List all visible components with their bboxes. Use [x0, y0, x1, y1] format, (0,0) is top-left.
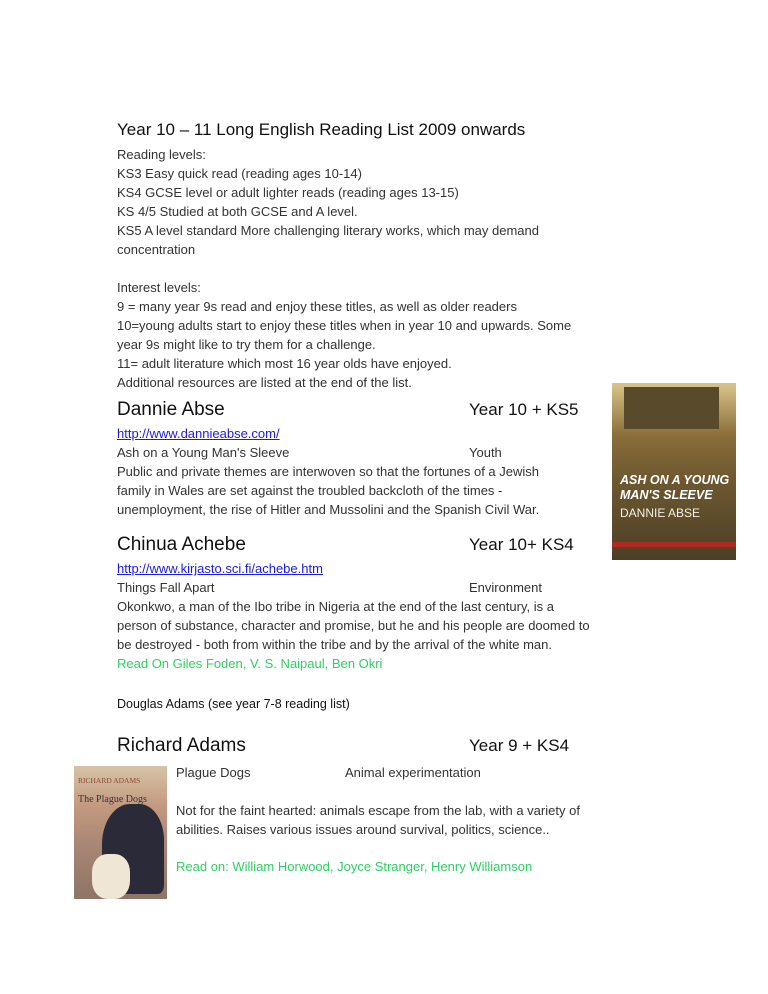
read-on-suggestions: Read On Giles Foden, V. S. Naipaul, Ben Okri: [117, 656, 383, 671]
book-description: family in Wales are set against the troubled backcloth of the times -: [117, 483, 503, 498]
book-cover-ash-on-a-young-mans-sleeve: [612, 383, 736, 560]
cover-title: MAN'S SLEEVE: [620, 488, 713, 502]
book-description: Public and private themes are interwoven so that the fortunes of a Jewish: [117, 464, 540, 479]
book-description: Okonkwo, a man of the Ibo tribe in Nigeria at the end of the last century, is a: [117, 599, 554, 614]
author-website-link[interactable]: http://www.dannieabse.com/: [117, 426, 280, 441]
book-theme: Environment: [469, 580, 542, 595]
cover-puppy-illustration: [92, 854, 130, 899]
book-theme: Youth: [469, 445, 502, 460]
cover-photo-building: [624, 387, 719, 429]
reading-level-line: KS 4/5 Studied at both GCSE and A level.: [117, 204, 358, 219]
book-title: Ash on a Young Man's Sleeve: [117, 445, 290, 460]
author-level: Year 10 + KS5: [469, 400, 579, 419]
cover-title: The Plague Dogs: [78, 794, 147, 805]
author-level: Year 9 + KS4: [469, 736, 570, 755]
reading-levels-heading: Reading levels:: [117, 147, 206, 162]
author-website-link[interactable]: http://www.kirjasto.sci.fi/achebe.htm: [117, 561, 323, 576]
reading-level-line: KS3 Easy quick read (reading ages 10-14): [117, 166, 362, 181]
author-note: Douglas Adams (see year 7-8 reading list): [117, 697, 350, 711]
book-title: Plague Dogs: [176, 765, 251, 780]
cover-author: RICHARD ADAMS: [78, 776, 141, 785]
cover-author: DANNIE ABSE: [620, 506, 701, 520]
reading-level-line: KS4 GCSE level or adult lighter reads (reading ages 13-15): [117, 185, 459, 200]
cover-title: ASH ON A YOUNG: [620, 473, 730, 487]
interest-level-line: 11= adult literature which most 16 year olds have enjoyed.: [117, 356, 452, 371]
book-title: Things Fall Apart: [117, 580, 215, 595]
book-description: abilities. Raises various issues around survival, politics, science..: [176, 822, 550, 837]
book-description: be destroyed - both from within the tribe and by the arrival of the white man.: [117, 637, 553, 652]
interest-level-line: year 9s might like to try them for a challenge.: [117, 337, 376, 352]
book-description: unemployment, the rise of Hitler and Mussolini and the Spanish Civil War.: [117, 502, 540, 517]
author-heading: Richard Adams: [117, 735, 246, 756]
author-heading: Chinua Achebe: [117, 534, 246, 555]
book-cover-the-plague-dogs: [74, 766, 167, 899]
reading-level-line: KS5 A level standard More challenging literary works, which may demand: [117, 223, 539, 238]
interest-level-line: Additional resources are listed at the end of the list.: [117, 375, 412, 390]
interest-levels-heading: Interest levels:: [117, 280, 201, 295]
interest-level-line: 10=young adults start to enjoy these titles when in year 10 and upwards. Some: [117, 318, 572, 333]
author-heading: Dannie Abse: [117, 399, 225, 420]
book-theme: Animal experimentation: [345, 765, 481, 780]
author-level: Year 10+ KS4: [469, 535, 574, 554]
cover-publisher-bar: [612, 542, 736, 547]
interest-level-line: 9 = many year 9s read and enjoy these titles, as well as older readers: [117, 299, 517, 314]
book-description: Not for the faint hearted: animals escape from the lab, with a variety of: [176, 803, 580, 818]
page-title: Year 10 – 11 Long English Reading List 2009 onwards: [117, 120, 526, 139]
read-on-suggestions: Read on: William Horwood, Joyce Stranger, Henry Williamson: [176, 859, 533, 874]
book-description: person of substance, character and promise, but he and his people are doomed to: [117, 618, 590, 633]
reading-level-line: concentration: [117, 242, 196, 257]
